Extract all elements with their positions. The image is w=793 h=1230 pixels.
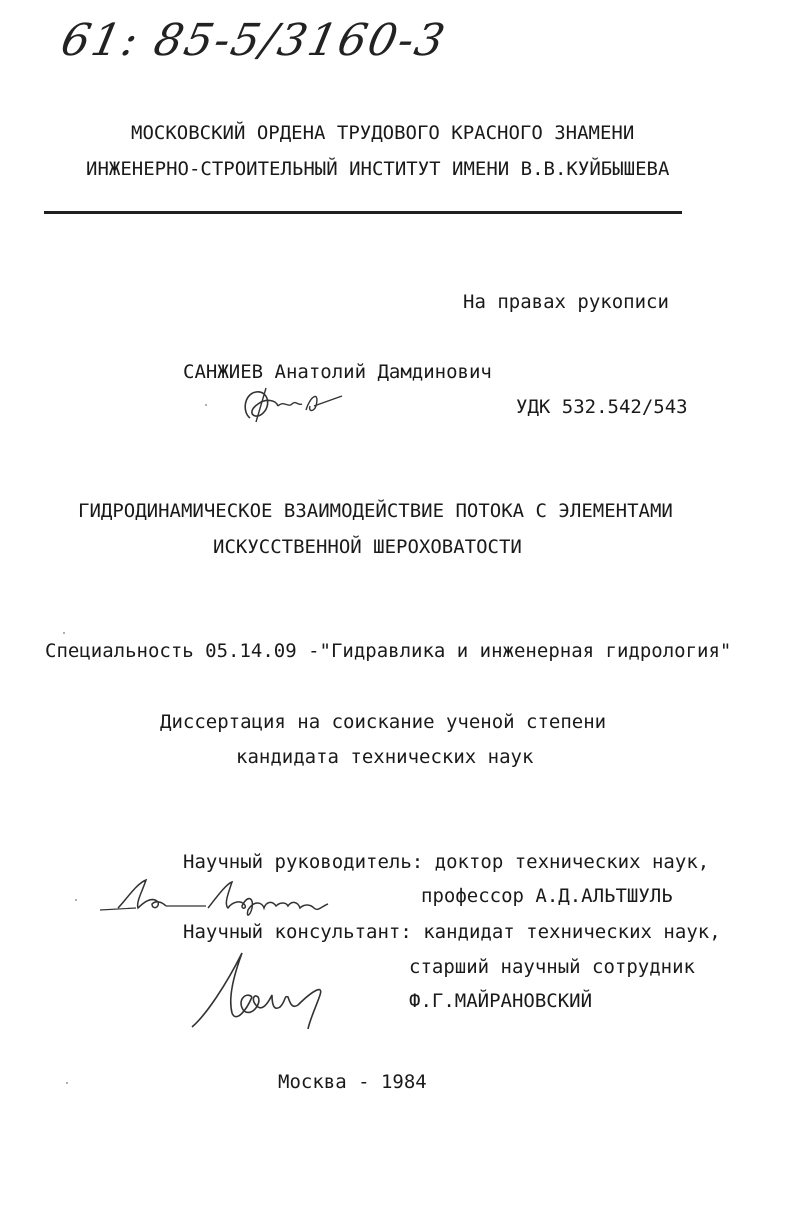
institute-line-1: МОСКОВСКИЙ ОРДЕНА ТРУДОВОГО КРАСНОГО ЗНАМЕНИ <box>131 122 635 144</box>
place-year: Москва - 1984 <box>278 1071 427 1093</box>
consultant-signature <box>186 945 336 1035</box>
dissertation-line-2: кандидата технических наук <box>236 746 534 768</box>
supervisor-label: Научный руководитель: доктор технических наук, <box>183 851 710 873</box>
header-divider <box>44 211 682 214</box>
supervisor-name: профессор А.Д.АЛЬТШУЛЬ <box>421 885 673 907</box>
author-signature <box>236 382 348 430</box>
consultant-position: старший научный сотрудник <box>409 956 695 978</box>
consultant-name: Ф.Г.МАЙРАНОВСКИЙ <box>409 990 593 1012</box>
title-line-2: ИСКУССТВЕННОЙ ШЕРОХОВАТОСТИ <box>213 536 522 558</box>
dissertation-line-1: Диссертация на соискание ученой степени <box>160 711 607 733</box>
scan-speck <box>75 899 77 901</box>
supervisor-signature <box>96 872 346 922</box>
author-name: САНЖИЕВ Анатолий Дамдинович <box>183 361 492 383</box>
scan-speck <box>66 1082 68 1084</box>
manuscript-rights: На правах рукописи <box>463 291 669 313</box>
udc-code: УДК 532.542/543 <box>516 396 688 418</box>
consultant-label: Научный консультант: кандидат технических наук, <box>183 921 721 943</box>
scan-speck <box>205 404 207 406</box>
archive-code: 61: 85-5/3160-3 <box>56 15 451 66</box>
specialty: Специальность 05.14.09 -"Гидравлика и инженерная гидрология" <box>45 640 732 662</box>
institute-line-2: ИНЖЕНЕРНО-СТРОИТЕЛЬНЫЙ ИНСТИТУТ ИМЕНИ В.В.КУЙБЫШЕВА <box>86 158 670 180</box>
title-line-1: ГИДРОДИНАМИЧЕСКОЕ ВЗАИМОДЕЙСТВИЕ ПОТОКА С ЭЛЕМЕНТАМИ <box>78 500 673 522</box>
scan-speck <box>63 632 65 634</box>
